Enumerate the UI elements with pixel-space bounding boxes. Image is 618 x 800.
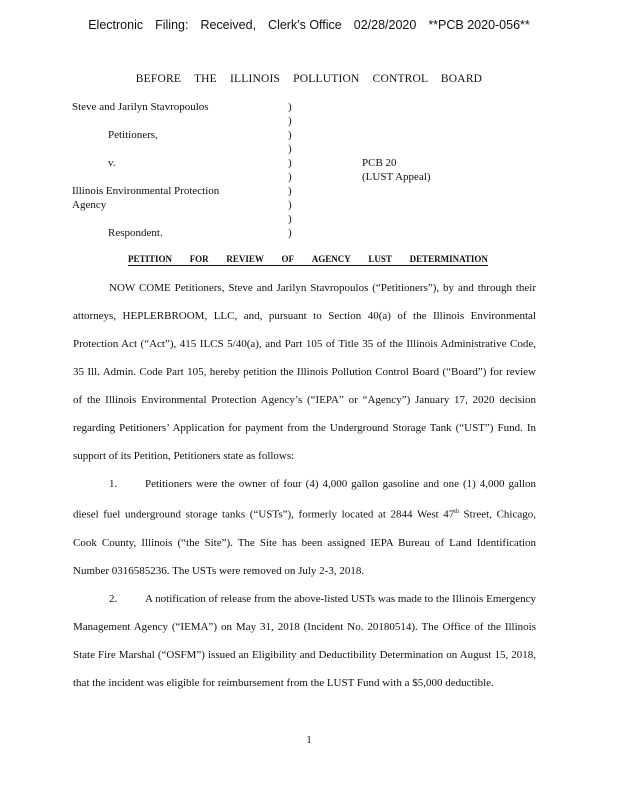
respondent-name-line1: Illinois Environmental Protection	[72, 185, 220, 197]
heading-word: OF	[281, 254, 295, 264]
heading-word: DETERMINATION	[409, 254, 488, 264]
stamp-filing: Filing:	[155, 18, 189, 32]
stamp-clerks-office: Clerk's Office	[268, 18, 342, 32]
respondent-label: Respondent.	[108, 227, 163, 239]
heading-word: PETITION	[128, 254, 173, 264]
document-body	[73, 274, 536, 697]
ordinal-suffix: th	[454, 509, 459, 515]
paragraph-number: 2.	[109, 592, 118, 605]
heading-word: LUST	[368, 254, 392, 264]
paragraph-number: 1.	[109, 478, 118, 490]
heading-word: REVIEW	[226, 254, 264, 264]
numbered-paragraph-2	[73, 585, 536, 697]
respondent-name-line2: Agency	[72, 199, 107, 211]
caption-parentheses: ) ) ) ) ) ) ) ) ) )	[288, 101, 292, 239]
intro-paragraph: NOW COME Petitioners, Steve and Jarilyn Stavropoulos (“Petitioners”), by and through their attorneys, HEPLERBROOM, LLC, and, pursuant to Section 40(a) of the Illinois Environmental Protection Act (“Act”), 415 ILCS 5/40(a), and Part 105 of Title 35 of the Illinois Administrative Code, 35 Ill. Admin. Code Part 105, hereby petition the Illinois Pollution Control Board (“Board”) for review of the Illinois Environmental Protection Agency’s (“IEPA” or “Agency”) January 17, 2020 decision regarding Petitioners’ Application for payment from the Underground Storage Tank (“UST”) Fund. In support of its Petition, Petitioners state as follows:	[73, 282, 536, 462]
petitioner-name: Steve and Jarilyn Stavropoulos	[72, 101, 209, 113]
paragraph-text-continued: Street, Chicago, Cook County, Illinois (“the Site”). The Site has been assigned IEPA Bureau of Land Identification Number 0316585236. The USTs were removed on July 2-3, 2018.	[73, 508, 536, 577]
stamp-received: Received,	[200, 18, 257, 32]
stamp-date: 02/28/2020	[353, 18, 417, 32]
stamp-case-number: **PCB 2020-056**	[428, 18, 530, 32]
heading-word: AGENCY	[311, 254, 351, 264]
petition-heading	[128, 254, 488, 266]
petitioners-label: Petitioners,	[108, 129, 158, 141]
paragraph-text: Petitioners were the owner of four (4) 4,000 gallon gasoline and one (1) 4,000 gallon diesel fuel underground storage tanks (“USTs”), formerly located at 2844 West 47	[73, 478, 536, 521]
versus-label: v.	[108, 157, 116, 169]
page-number: 1	[306, 734, 312, 746]
case-type: (LUST Appeal)	[362, 171, 431, 183]
case-number-block	[362, 156, 431, 184]
case-caption	[72, 100, 552, 240]
numbered-paragraph-1	[73, 470, 536, 585]
case-number: PCB 20	[362, 157, 397, 169]
electronic-filing-stamp	[0, 18, 618, 32]
heading-word: FOR	[189, 254, 209, 264]
paragraph-text: A notification of release from the above-listed USTs was made to the Illinois Emergency Management Agency (“IEMA”) on May 31, 2018 (Incident No. 20180514). The Office of the Illinois State Fire Marshal (“OSFM”) issued an Eligibility and Deductibility Determination on August 15, 2018, that the incident was eligible for reimbursement from the LUST Fund with a $5,000 deductible.	[73, 592, 536, 689]
court-title: BEFORE THE ILLINOIS POLLUTION CONTROL BOARD	[135, 73, 483, 85]
stamp-electronic: Electronic	[88, 18, 144, 32]
